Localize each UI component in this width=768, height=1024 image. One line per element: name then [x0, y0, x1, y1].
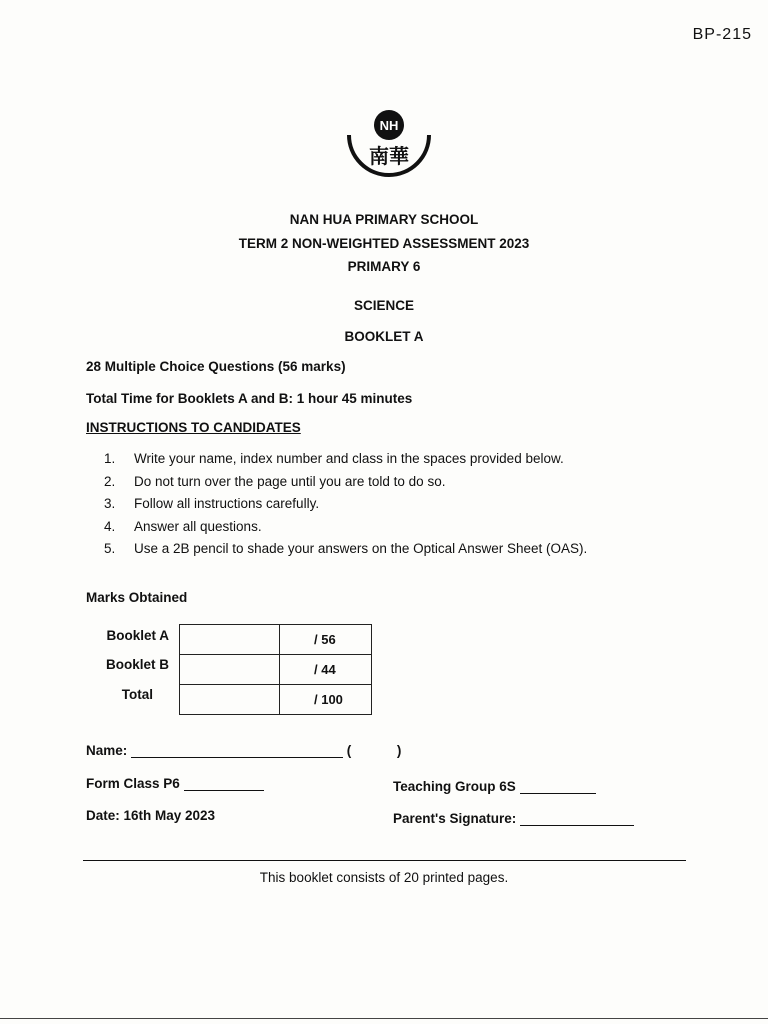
- instructions-title: INSTRUCTIONS TO CANDIDATES: [86, 420, 301, 435]
- marks-obtained-label: Marks Obtained: [86, 590, 188, 605]
- instruction-item: 3. Follow all instructions carefully.: [104, 496, 320, 511]
- marks-row-label: Total: [121, 687, 153, 702]
- school-name: NAN HUA PRIMARY SCHOOL: [289, 212, 479, 227]
- assessment-title: TERM 2 NON-WEIGHTED ASSESSMENT 2023: [238, 236, 530, 251]
- logo-chinese: 南華: [369, 144, 409, 168]
- subject: SCIENCE: [353, 298, 414, 313]
- teaching-group-field: [393, 779, 596, 794]
- marks-max-cell: / 44: [280, 655, 372, 685]
- instruction-item: 2. Do not turn over the page until you are told to do so.: [104, 473, 446, 489]
- teaching-group-input-line[interactable]: [520, 781, 596, 794]
- table-row: [180, 655, 372, 685]
- logo-initials: NH: [379, 118, 399, 133]
- parent-signature-label: Parent's Signature:: [393, 811, 517, 826]
- booklet: BOOKLET A: [344, 329, 424, 344]
- index-paren-open: (: [346, 743, 352, 758]
- marks-row-label: Booklet A: [106, 628, 169, 643]
- parent-signature-field: [393, 811, 634, 826]
- parent-signature-input-line[interactable]: [520, 813, 634, 826]
- document-code: BP-215: [692, 26, 752, 43]
- teaching-group-label: Teaching Group 6S: [393, 779, 516, 794]
- name-field: [86, 743, 401, 758]
- name-input-line[interactable]: [131, 745, 343, 758]
- page-bottom-edge: [0, 1018, 768, 1019]
- instruction-item: 1. Write your name, index number and class in the spaces provided below.: [104, 451, 564, 466]
- form-class-input-line[interactable]: [184, 778, 264, 791]
- instruction-item: 5. Use a 2B pencil to shade your answers on the Optical Answer Sheet (OAS).: [104, 541, 588, 556]
- question-count: 28 Multiple Choice Questions (56 marks): [86, 359, 346, 374]
- form-class-field: [86, 776, 264, 791]
- divider: [83, 860, 686, 861]
- total-time: Total Time for Booklets A and B: 1 hour 45 minutes: [86, 391, 413, 406]
- date-field: Date: 16th May 2023: [86, 808, 216, 823]
- marks-entry-cell[interactable]: [180, 685, 280, 715]
- table-row: [180, 685, 372, 715]
- page-count-note: This booklet consists of 20 printed pages.: [259, 870, 509, 885]
- marks-table: [179, 624, 372, 715]
- index-paren-close: ): [396, 743, 402, 758]
- marks-entry-cell[interactable]: [180, 655, 280, 685]
- instructions-list: [104, 451, 587, 564]
- level: PRIMARY 6: [347, 259, 421, 274]
- table-row: [180, 625, 372, 655]
- form-class-label: Form Class P6: [86, 776, 180, 791]
- marks-entry-cell[interactable]: [180, 625, 280, 655]
- marks-max-cell: / 56: [280, 625, 372, 655]
- school-logo: [341, 105, 437, 193]
- marks-row-label: Booklet B: [105, 657, 169, 672]
- marks-max-cell: / 100: [280, 685, 372, 715]
- name-label: Name:: [86, 743, 128, 758]
- instruction-item: 4. Answer all questions.: [104, 518, 262, 534]
